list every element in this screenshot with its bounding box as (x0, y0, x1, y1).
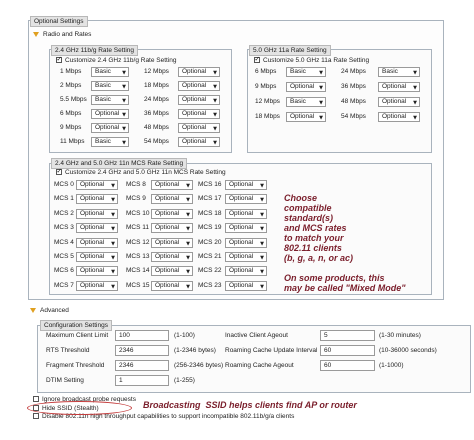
rate-select[interactable] (178, 137, 220, 147)
mcs-label: MCS 2 (54, 209, 74, 217)
select-value: Optional (80, 238, 105, 246)
select-value: Optional (155, 224, 180, 232)
dropdown-arrow-icon: ▼ (122, 126, 126, 132)
mcs-select[interactable] (151, 266, 193, 276)
rate-select[interactable] (91, 109, 129, 119)
config-field-label: Roaming Cache Ageout (225, 362, 294, 369)
advanced-option-label: Disable 802.11n high throughput capabilities to support incompatible 802.11b/g/a clients (42, 413, 295, 420)
select-value: Optional (182, 82, 207, 89)
dropdown-arrow-icon: ▼ (213, 112, 217, 118)
mcs-select[interactable] (76, 266, 118, 276)
dropdown-arrow-icon: ▼ (260, 183, 264, 189)
mcs-select[interactable] (225, 209, 267, 219)
rate-select[interactable] (178, 109, 220, 119)
select-value: Optional (80, 281, 105, 289)
mcs-select[interactable] (151, 223, 193, 233)
dropdown-arrow-icon: ▼ (260, 211, 264, 218)
select-value: Optional (229, 181, 254, 188)
dropdown-arrow-icon: ▼ (111, 197, 115, 204)
dropdown-arrow-icon: ▼ (111, 255, 115, 261)
dropdown-arrow-icon: ▼ (186, 211, 190, 218)
rate-label: 54 Mbps (341, 113, 366, 120)
checkbox-unchecked-icon (33, 396, 39, 402)
mcs-annotation: Choose compatible standard(s) and MCS rates to match your 802.11 clients (b, g, a, n, or ac) On some products, this may be called "Mixed Mode" (284, 193, 406, 293)
config-field-label: Roaming Cache Update Interval (225, 347, 318, 354)
advanced-option-label: Ignore broadcast probe requests (42, 396, 136, 403)
dropdown-arrow-icon: ▼ (213, 98, 217, 104)
g5-customize-checkbox[interactable] (254, 56, 369, 65)
rate-label: 2 Mbps (60, 82, 82, 89)
mcs-label: MCS 23 (198, 281, 222, 289)
dropdown-arrow-icon: ▼ (213, 84, 217, 90)
dropdown-arrow-icon: ▼ (260, 240, 264, 247)
rate-label: 11 Mbps (60, 138, 85, 145)
mcs-label: MCS 7 (54, 281, 74, 289)
ssid-annotation: Broadcasting SSID helps clients find AP or router (143, 400, 357, 410)
config-field-label: DTIM Setting (46, 377, 84, 384)
rate-select[interactable] (378, 112, 420, 122)
rate-label: 24 Mbps (341, 68, 366, 75)
dropdown-arrow-icon: ▼ (122, 112, 126, 118)
select-value: Basic (95, 68, 111, 75)
dropdown-arrow-icon: ▼ (186, 183, 190, 189)
mcs-select[interactable] (225, 180, 267, 190)
mcs-label: MCS 10 (126, 209, 150, 217)
select-value: Optional (229, 267, 254, 275)
config-field-range: (10-36000 seconds) (379, 347, 437, 354)
dropdown-arrow-icon: ▼ (319, 115, 323, 121)
select-value: Optional (155, 281, 180, 289)
dropdown-arrow-icon: ▼ (213, 126, 217, 132)
rate-label: 12 Mbps (144, 68, 169, 75)
mcs-label: MCS 20 (198, 238, 222, 246)
dropdown-arrow-icon: ▼ (213, 70, 217, 76)
radio-and-rates-toggle[interactable] (33, 30, 91, 40)
dropdown-arrow-icon: ▼ (319, 100, 323, 106)
dropdown-arrow-icon: ▼ (122, 70, 126, 76)
rate-select[interactable] (286, 67, 326, 77)
rate-label: 12 Mbps (255, 98, 280, 105)
checkbox-unchecked-icon (33, 413, 39, 419)
config-field-range: (1-30 minutes) (379, 332, 421, 339)
mcs-select[interactable] (76, 209, 118, 219)
mcs-select[interactable] (76, 223, 118, 233)
dropdown-arrow-icon: ▼ (413, 100, 417, 106)
rate-select[interactable] (91, 81, 129, 91)
configuration-settings-legend: Configuration Settings (40, 320, 112, 331)
advanced-toggle[interactable] (30, 306, 69, 316)
config-field-range: (1-100) (174, 332, 195, 339)
mcs-label: MCS 15 (126, 281, 150, 289)
config-field-range: (256-2346 bytes) (174, 362, 224, 369)
select-value: Optional (290, 113, 315, 120)
dropdown-arrow-icon: ▼ (260, 269, 264, 276)
select-value: Optional (155, 209, 180, 217)
mcs-label: MCS 17 (198, 195, 222, 203)
dropdown-arrow-icon: ▼ (413, 70, 417, 76)
dropdown-arrow-icon: ▼ (413, 85, 417, 91)
mcs-customize-checkbox[interactable] (56, 168, 226, 177)
select-value: Basic (95, 82, 111, 89)
advanced-option-label: Hide SSID (Stealth) (42, 404, 99, 412)
select-value: Optional (182, 124, 207, 131)
dropdown-arrow-icon: ▼ (111, 183, 115, 189)
select-value: Optional (229, 224, 254, 232)
mcs-label: MCS 1 (54, 195, 74, 203)
dropdown-arrow-icon: ▼ (111, 240, 115, 247)
mcs-select[interactable] (151, 180, 193, 190)
rate-label: 36 Mbps (341, 83, 366, 90)
rate-select[interactable] (178, 123, 220, 133)
select-value: Optional (182, 110, 207, 117)
dropdown-arrow-icon: ▼ (111, 211, 115, 218)
rate-label: 24 Mbps (144, 96, 169, 103)
dropdown-arrow-icon: ▼ (319, 85, 323, 91)
mcs-select[interactable] (151, 238, 193, 248)
config-field-input[interactable]: 2346 (115, 345, 169, 356)
rate-select[interactable] (91, 123, 129, 133)
select-value: Optional (182, 68, 207, 75)
dropdown-arrow-icon: ▼ (111, 283, 115, 290)
rate-label: 48 Mbps (341, 98, 366, 105)
mcs-legend: 2.4 GHz and 5.0 GHz 11n MCS Rate Setting (51, 158, 187, 169)
checkbox-checked-icon (56, 169, 62, 175)
rate-select[interactable] (178, 67, 220, 77)
dropdown-arrow-icon: ▼ (319, 70, 323, 76)
select-value: Basic (95, 96, 111, 103)
select-value: Optional (155, 195, 180, 203)
rate-label: 9 Mbps (255, 83, 277, 90)
g24-legend: 2.4 GHz 11b/g Rate Setting (51, 45, 138, 56)
dropdown-arrow-icon: ▼ (186, 226, 190, 233)
config-field-label: RTS Threshold (46, 347, 90, 354)
mcs-select[interactable] (225, 281, 267, 291)
hide-ssid-highlight-ring (27, 401, 132, 415)
checkbox-checked-icon (56, 57, 62, 63)
mcs-select[interactable] (225, 238, 267, 248)
select-value: Optional (229, 209, 254, 217)
select-value: Basic (95, 138, 111, 145)
g5-legend: 5.0 GHz 11a Rate Setting (249, 45, 331, 56)
advanced-label: Advanced (40, 307, 69, 314)
select-value: Basic (382, 68, 398, 75)
mcs-select[interactable] (225, 252, 267, 262)
dropdown-arrow-icon: ▼ (111, 269, 115, 276)
rate-select[interactable] (378, 97, 420, 107)
config-field-input[interactable]: 1 (115, 375, 169, 386)
mcs-label: MCS 21 (198, 253, 222, 260)
radio-and-rates-label: Radio and Rates (43, 31, 92, 38)
mcs-label: MCS 16 (198, 181, 222, 188)
mcs-select[interactable] (225, 223, 267, 233)
rate-label: 1 Mbps (60, 68, 82, 75)
mcs-select[interactable] (225, 194, 267, 204)
mcs-select[interactable] (76, 180, 118, 190)
dropdown-arrow-icon: ▼ (111, 226, 115, 233)
select-value: Optional (155, 267, 180, 275)
rate-select[interactable] (286, 97, 326, 107)
config-field-input[interactable]: 5 (320, 330, 375, 341)
select-value: Optional (382, 113, 407, 120)
rate-select[interactable] (286, 82, 326, 92)
mcs-select[interactable] (225, 266, 267, 276)
rate-label: 18 Mbps (144, 82, 169, 89)
expand-arrow-icon (33, 32, 39, 37)
dropdown-arrow-icon: ▼ (260, 283, 264, 290)
rate-select[interactable] (91, 67, 129, 77)
select-value: Optional (155, 181, 180, 188)
mcs-select[interactable] (151, 252, 193, 262)
mcs-label: MCS 8 (126, 181, 146, 188)
rate-select[interactable] (178, 95, 220, 105)
config-field-label: Maximum Client Limit (46, 332, 109, 339)
mcs-select[interactable] (76, 281, 118, 291)
select-value: Basic (290, 68, 306, 75)
mcs-customize-label: Customize 2.4 GHz and 5.0 GHz 11n MCS Rate Setting (65, 169, 226, 176)
dropdown-arrow-icon: ▼ (413, 115, 417, 121)
config-field-label: Inactive Client Ageout (225, 332, 288, 339)
mcs-label: MCS 5 (54, 253, 74, 260)
mcs-label: MCS 22 (198, 267, 222, 275)
dropdown-arrow-icon: ▼ (186, 197, 190, 204)
mcs-select[interactable] (76, 238, 118, 248)
select-value: Basic (290, 98, 306, 105)
dropdown-arrow-icon: ▼ (122, 98, 126, 104)
mcs-label: MCS 11 (126, 224, 149, 232)
select-value: Optional (182, 96, 207, 103)
config-field-input[interactable]: 2346 (115, 360, 169, 371)
mcs-select[interactable] (151, 194, 193, 204)
mcs-label: MCS 6 (54, 267, 74, 275)
mcs-label: MCS 14 (126, 267, 150, 275)
dropdown-arrow-icon: ▼ (260, 197, 264, 204)
rate-label: 6 Mbps (255, 68, 277, 75)
rate-label: 54 Mbps (144, 138, 169, 145)
select-value: Optional (229, 281, 254, 289)
select-value: Optional (229, 195, 254, 203)
mcs-label: MCS 18 (198, 209, 222, 217)
select-value: Optional (182, 138, 207, 145)
optional-settings-legend: Optional Settings (30, 16, 88, 27)
dropdown-arrow-icon: ▼ (186, 255, 190, 261)
mcs-select[interactable] (151, 281, 193, 291)
checkbox-checked-icon (254, 57, 260, 63)
select-value: Optional (80, 195, 105, 203)
mcs-select[interactable] (76, 194, 118, 204)
select-value: Optional (382, 83, 407, 90)
mcs-label: MCS 9 (126, 195, 146, 203)
select-value: Optional (80, 267, 105, 275)
dropdown-arrow-icon: ▼ (260, 226, 264, 233)
rate-select[interactable] (178, 81, 220, 91)
rate-select[interactable] (91, 137, 129, 147)
config-field-range: (1-1000) (379, 362, 404, 369)
mcs-label: MCS 13 (126, 253, 150, 260)
expand-arrow-icon (30, 308, 36, 313)
dropdown-arrow-icon: ▼ (213, 140, 217, 146)
config-field-range: (1-2346 bytes) (174, 347, 216, 354)
g24-customize-label: Customize 2.4 GHz 11b/g Rate Setting (65, 57, 177, 64)
rate-label: 9 Mbps (60, 124, 82, 131)
rate-select[interactable] (286, 112, 326, 122)
rate-select[interactable] (378, 82, 420, 92)
config-field-input[interactable]: 60 (320, 360, 375, 371)
mcs-select[interactable] (76, 252, 118, 262)
mcs-label: MCS 19 (198, 224, 222, 232)
select-value: Optional (155, 238, 180, 246)
config-field-range: (1-255) (174, 377, 195, 384)
select-value: Optional (382, 98, 407, 105)
select-value: Optional (290, 83, 315, 90)
config-field-input[interactable]: 100 (115, 330, 169, 341)
rate-select[interactable] (378, 67, 420, 77)
mcs-label: MCS 3 (54, 224, 74, 232)
dropdown-arrow-icon: ▼ (122, 84, 126, 90)
mcs-label: MCS 12 (126, 238, 150, 246)
select-value: Optional (80, 209, 105, 217)
select-value: Optional (229, 238, 254, 246)
mcs-select[interactable] (151, 209, 193, 219)
g24-customize-checkbox[interactable] (56, 56, 177, 65)
rate-select[interactable] (91, 95, 129, 105)
dropdown-arrow-icon: ▼ (186, 240, 190, 247)
select-value: Optional (80, 253, 105, 260)
mcs-label: MCS 0 (54, 181, 74, 188)
select-value: Optional (155, 253, 180, 260)
select-value: Optional (95, 110, 120, 117)
rate-label: 18 Mbps (255, 113, 280, 120)
config-field-input[interactable]: 60 (320, 345, 375, 356)
dropdown-arrow-icon: ▼ (186, 269, 190, 276)
rate-label: 6 Mbps (60, 110, 82, 117)
rate-label: 36 Mbps (144, 110, 169, 117)
g5-customize-label: Customize 5.0 GHz 11a Rate Setting (263, 57, 370, 64)
dropdown-arrow-icon: ▼ (186, 283, 190, 290)
mcs-label: MCS 4 (54, 238, 74, 246)
dropdown-arrow-icon: ▼ (122, 140, 126, 146)
select-value: Optional (229, 253, 254, 260)
rate-label: 5.5 Mbps (60, 96, 87, 103)
select-value: Optional (80, 181, 105, 188)
select-value: Optional (80, 224, 105, 232)
rate-label: 48 Mbps (144, 124, 169, 131)
dropdown-arrow-icon: ▼ (260, 255, 264, 261)
select-value: Optional (95, 124, 120, 131)
config-field-label: Fragment Threshold (46, 362, 105, 369)
